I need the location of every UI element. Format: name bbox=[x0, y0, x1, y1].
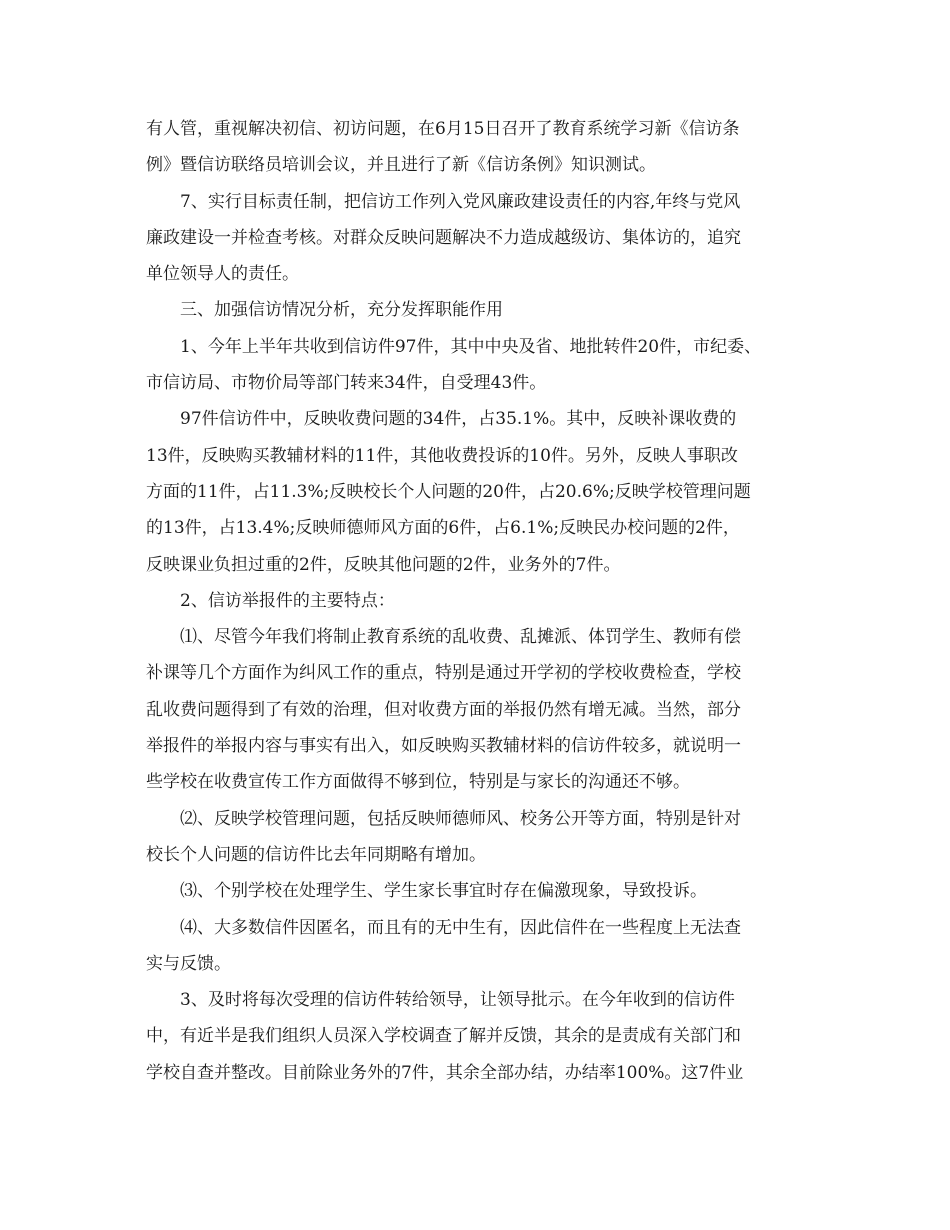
text-line: 市信访局、市物价局等部门转来34件，自受理43件。 bbox=[146, 373, 547, 394]
text-line: 学校自查并整改。目前除业务外的7件，其余全部办结，办结率100%。这7件业 bbox=[146, 1062, 744, 1083]
paragraph-start-line: ⑵、反映学校管理问题，包括反映师德师风、校务公开等方面，特别是针对 bbox=[180, 808, 741, 829]
paragraph-start-line: ⑷、大多数信件因匿名，而且有的无中生有，因此信件在一些程度上无法查 bbox=[180, 917, 741, 938]
section-heading: 三、加强信访情况分析，充分发挥职能作用 bbox=[180, 300, 503, 321]
paragraph-start-line: 3、及时将每次受理的信访件转给领导，让领导批示。在今年收到的信访件 bbox=[180, 990, 735, 1011]
paragraph-start-line: 7、实行目标责任制，把信访工作列入党风廉政建设责任的内容,年终与党风 bbox=[180, 191, 741, 212]
text-line: 单位领导人的责任。 bbox=[146, 264, 299, 285]
text-line: 有人管，重视解决初信、初访问题，在6月15日召开了教育系统学习新《信访条 bbox=[146, 119, 740, 139]
text-line: 例》暨信访联络员培训会议，并且进行了新《信访条例》知识测试。 bbox=[146, 155, 656, 176]
text-line: 13件，反映购买教辅材料的11件，其他收费投诉的10件。另外，反映人事职改 bbox=[146, 445, 738, 466]
text-line: 的13件，占13.4%;反映师德师风方面的6件，占6.1%;反映民办校问题的2件， bbox=[146, 518, 740, 539]
text-line: 实与反馈。 bbox=[146, 953, 231, 974]
text-line: 些学校在收费宣传工作方面做得不够到位，特别是与家长的沟通还不够。 bbox=[146, 772, 690, 793]
text-line: 乱收费问题得到了有效的治理，但对收费方面的举报仍然有增无减。当然，部分 bbox=[146, 699, 741, 720]
paragraph-start-line: ⑴、尽管今年我们将制止教育系统的乱收费、乱摊派、体罚学生、教师有偿 bbox=[180, 627, 741, 648]
text-line: 举报件的举报内容与事实有出入，如反映购买教辅材料的信访件较多，就说明一 bbox=[146, 736, 741, 757]
text-line: 反映课业负担过重的2件，反映其他问题的2件，业务外的7件。 bbox=[146, 554, 621, 575]
paragraph-start-line: 97件信访件中，反映收费问题的34件，占35.1%。其中，反映补课收费的 bbox=[180, 409, 737, 430]
paragraph-start-line: ⑶、个别学校在处理学生、学生家长事宜时存在偏激现象，导致投诉。 bbox=[180, 881, 707, 902]
document-body bbox=[146, 111, 826, 1091]
subsection-heading: 2、信访举报件的主要特点： bbox=[180, 590, 395, 611]
paragraph-start-line: 1、今年上半年共收到信访件97件，其中中央及省、地批转件20件，市纪委、 bbox=[180, 336, 762, 357]
text-line: 补课等几个方面作为纠风工作的重点，特别是通过开学初的学校收费检查，学校 bbox=[146, 663, 741, 684]
text-line: 中，有近半是我们组织人员深入学校调查了解并反馈，其余的是责成有关部门和 bbox=[146, 1026, 741, 1047]
text-line: 廉政建设一并检查考核。对群众反映问题解决不力造成越级访、集体访的，追究 bbox=[146, 227, 741, 248]
text-line: 方面的11件，占11.3%;反映校长个人问题的20件，占20.6%;反映学校管理问题 bbox=[146, 481, 751, 502]
text-line: 校长个人问题的信访件比去年同期略有增加。 bbox=[146, 844, 486, 865]
